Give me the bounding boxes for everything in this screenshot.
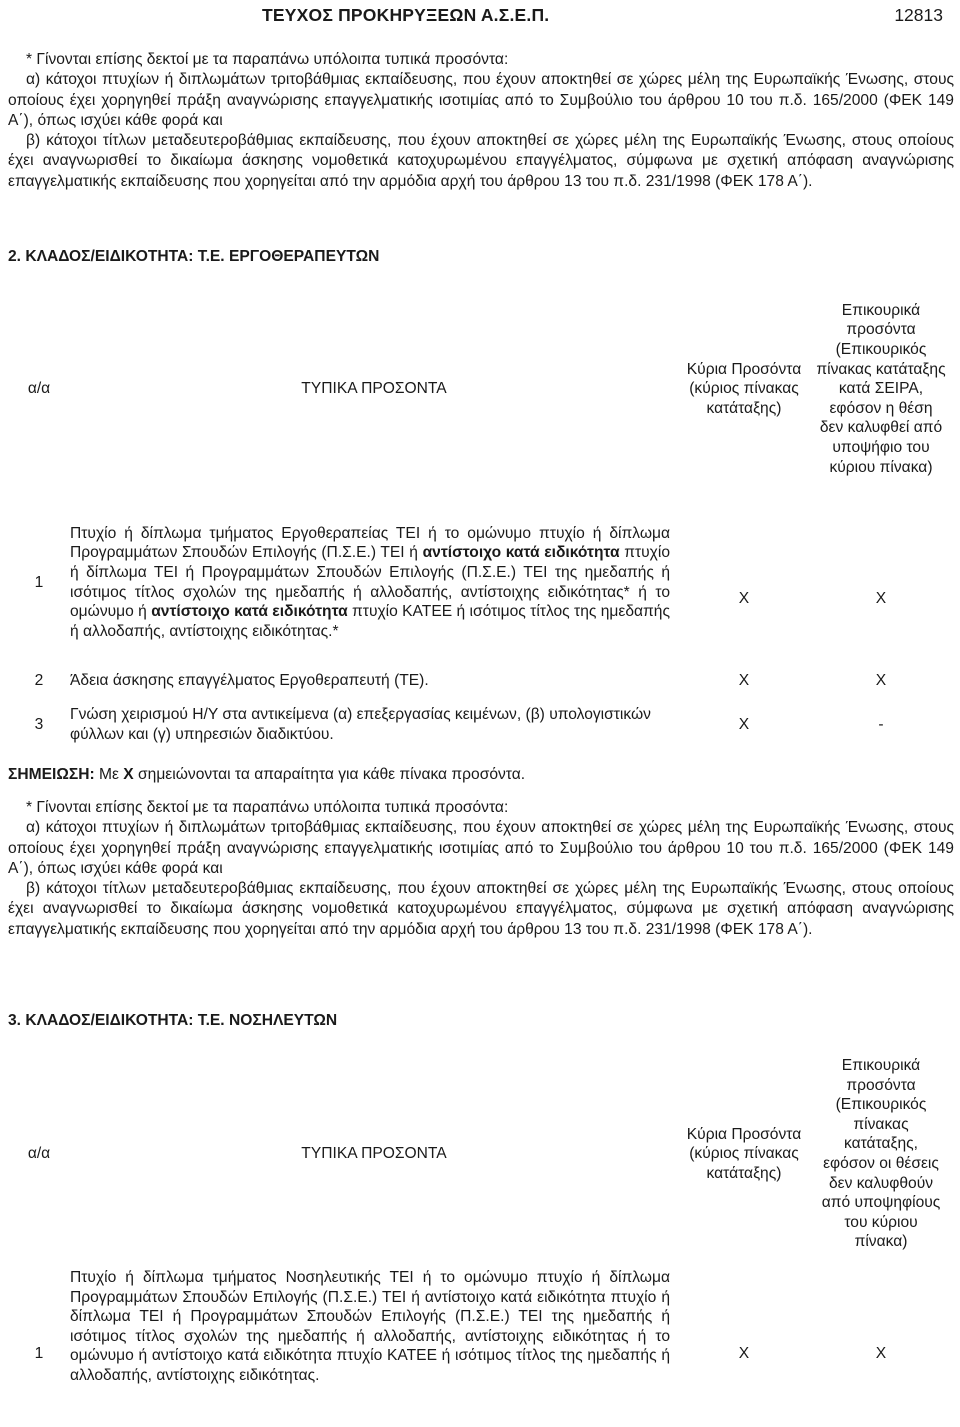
- row-epikourika-mark: Χ: [875, 589, 887, 607]
- row-epikourika-mark: Χ: [875, 672, 887, 690]
- publication-title: ΤΕΥΧΟΣ ΠΡΟΚΗΡΥΞΕΩΝ Α.Σ.Ε.Π.: [262, 5, 550, 25]
- note-label: ΣΗΜΕΙΩΣΗ:: [8, 766, 95, 783]
- row-kyria-mark: Χ: [738, 672, 750, 690]
- table-row: [8, 665, 952, 697]
- footnote-item-a: α) κάτοχοι πτυχίων ή διπλωμάτων τριτοβάθμιας εκπαίδευσης, που έχουν αποκτηθεί σε χώρες μέλη της Ευρωπαϊκής Ένωσης, στους οποίους έχει χορηγηθεί πράξη αναγνώρισης επαγγελματικής ισοτιμίας από το Συμβούλιο του άρθρου 10 του π.δ. 165/2000 (ΦΕΚ 149 Α΄), όπως ισχύει κάθε φορά και: [8, 819, 954, 877]
- section-2-note: [8, 766, 525, 784]
- row-number: 1: [34, 573, 44, 591]
- requirement-text: πτυχίο ή δίπλωμα ΤΕΙ ή Προγραμμάτων Σπουδών Επιλογής (Π.Σ.Ε.) ΤΕΙ της ημεδαπής ή ισότιμος τίτλος σχολών της ημεδαπής ή αλλοδαπής, αντίστοιχης ειδικότητας* ή το ομώνυμο ή: [70, 544, 670, 621]
- footnote-item-a: α) κάτοχοι πτυχίων ή διπλωμάτων τριτοβάθμιας εκπαίδευσης, που έχουν αποκτηθεί σε χώρες μέλη της Ευρωπαϊκής Ένωσης, στους οποίους έχει χορηγηθεί πράξη αναγνώρισης επαγγελματικής ισοτιμίας από το Συμβούλιο του άρθρου 10 του π.δ. 165/2000 (ΦΕΚ 149 Α΄), όπως ισχύει κάθε φορά και: [8, 71, 954, 129]
- row-number: 2: [34, 672, 44, 690]
- page-header: [0, 5, 960, 29]
- table-row: [8, 500, 952, 665]
- row-kyria-mark: Χ: [738, 1345, 750, 1363]
- mid-footnote: [8, 798, 954, 940]
- col-header-aa: α/α: [27, 380, 51, 398]
- footnote-intro: * Γίνονται επίσης δεκτοί με τα παραπάνω υπόλοιπα τυπικά προσόντα:: [26, 799, 509, 816]
- row-requirement: Γνώση χειρισμού Η/Υ στα αντικείμενα (α) επεξεργασίας κειμένων, (β) υπολογιστικών φύλλων και (γ) υπηρεσιών διαδικτύου.: [70, 706, 651, 743]
- col-header-typika: ΤΥΠΙΚΑ ΠΡΟΣΟΝΤΑ: [301, 1145, 447, 1163]
- note-x-symbol: Χ: [123, 766, 134, 783]
- top-footnote: [8, 50, 954, 192]
- note-text: σημειώνονται τα απαραίτητα για κάθε πίνακα προσόντα.: [133, 766, 526, 783]
- row-requirement: [70, 500, 678, 665]
- section-2-title: 2. ΚΛΑΔΟΣ/ΕΙΔΙΚΟΤΗΤΑ: Τ.Ε. ΕΡΓΟΘΕΡΑΠΕΥΤΩΝ: [8, 248, 380, 265]
- table-row: [8, 1266, 952, 1424]
- col-header-epikourika: Επικουρικά προσόντα (Επικουρικός πίνακας κατάταξης κατά ΣΕΙΡΑ, εφόσον η θέση δεν καλυφθεί από υποψήφιο του κύριου πίνακα): [816, 301, 946, 476]
- col-header-aa: α/α: [27, 1145, 51, 1163]
- row-epikourika-mark: Χ: [875, 1345, 887, 1363]
- section-3-title: 3. ΚΛΑΔΟΣ/ΕΙΔΙΚΟΤΗΤΑ: Τ.Ε. ΝΟΣΗΛΕΥΤΩΝ: [8, 1012, 338, 1029]
- table-row: [8, 697, 952, 753]
- footnote-item-b: β) κάτοχοι τίτλων μεταδευτεροβάθμιας εκπαίδευσης, που έχουν αποκτηθεί σε χώρες μέλη της Ευρωπαϊκής Ένωσης, στους οποίους έχει αναγνωρισθεί το δικαίωμα άσκησης νομοθετικά κατοχυρωμένου επαγγέλματος, σύμφωνα με σχετική απόφαση αναγνώρισης επαγγελματικής εκπαίδευσης που χορηγείται από την αρμόδια αρχή του άρθρου 13 του π.δ. 231/1998 (ΦΕΚ 178 Α΄).: [8, 880, 954, 938]
- row-requirement: Άδεια άσκησης επαγγέλματος Εργοθεραπευτή (ΤΕ).: [70, 672, 429, 690]
- section-3-qualifications-table: [8, 1042, 952, 1424]
- table-header-row: [8, 278, 952, 500]
- col-header-typika: ΤΥΠΙΚΑ ΠΡΟΣΟΝΤΑ: [301, 380, 447, 398]
- table-header-row: [8, 1042, 952, 1266]
- requirement-text: Πτυχίο ή δίπλωμα τμήματος Εργοθεραπείας ΤΕΙ ή το ομώνυμο πτυχίο ή δίπλωμα Προγραμμάτων Σπουδών Επιλογής (Π.Σ.Ε.) ΤΕΙ ή: [70, 524, 670, 562]
- note-text: Με: [94, 766, 124, 783]
- col-header-kyria: Κύρια Προσόντα (κύριος πίνακας κατάταξης): [686, 1125, 802, 1182]
- col-header-epikourika: Επικουρικά προσόντα (Επικουρικός πίνακας κατάταξης, εφόσον οι θέσεις δεν καλυφθούν από υποψηφίους του κύριου πίνακα): [821, 1057, 941, 1251]
- requirement-emphasis: αντίστοιχο κατά ειδικότητα: [151, 603, 348, 621]
- requirement-text: πτυχίο ΚΑΤΕΕ ή ισότιμος τίτλος της ημεδαπής ή αλλοδαπής, αντίστοιχης ειδικότητας.*: [70, 603, 670, 640]
- row-kyria-mark: Χ: [738, 589, 750, 607]
- row-requirement: Πτυχίο ή δίπλωμα τμήματος Νοσηλευτικής ΤΕΙ ή το ομώνυμο πτυχίο ή δίπλωμα Προγραμμάτων Σπουδών Επιλογής (Π.Σ.Ε.) ΤΕΙ ή αντίστοιχο κατά ειδικότητα πτυχίο ή δίπλωμα ΤΕΙ ή Προγραμμάτων Σπουδών Επιλογής (Π.Σ.Ε.) ΤΕΙ της ημεδαπής ή ισότιμος τίτλος σχολών της ημεδαπής ή αλλοδαπής, αντίστοιχης ειδικότητας ή το ομώνυμο ή αντίστοιχο κατά ειδικότητα πτυχίο ΚΑΤΕΕ ή ισότιμος τίτλος της ημεδαπής ή αλλοδαπής, αντίστοιχης ειδικότητας.: [70, 1269, 670, 1384]
- row-kyria-mark: Χ: [738, 716, 750, 734]
- footnote-intro: * Γίνονται επίσης δεκτοί με τα παραπάνω υπόλοιπα τυπικά προσόντα:: [26, 51, 509, 68]
- page-number: 12813: [894, 5, 943, 25]
- col-header-kyria: Κύρια Προσόντα (κύριος πίνακας κατάταξης): [686, 360, 802, 417]
- row-epikourika-mark: -: [878, 716, 884, 734]
- row-number: 1: [34, 1345, 44, 1363]
- footnote-item-b: β) κάτοχοι τίτλων μεταδευτεροβάθμιας εκπαίδευσης, που έχουν αποκτηθεί σε χώρες μέλη της Ευρωπαϊκής Ένωσης, στους οποίους έχει αναγνωρισθεί το δικαίωμα άσκησης νομοθετικά κατοχυρωμένου επαγγέλματος, σύμφωνα με σχετική απόφαση αναγνώρισης επαγγελματικής εκπαίδευσης που χορηγείται από την αρμόδια αρχή του άρθρου 13 του π.δ. 231/1998 (ΦΕΚ 178 Α΄).: [8, 132, 954, 190]
- requirement-emphasis: αντίστοιχο κατά ειδικότητα: [422, 544, 620, 562]
- section-2-qualifications-table: [8, 278, 952, 753]
- row-number: 3: [34, 716, 44, 734]
